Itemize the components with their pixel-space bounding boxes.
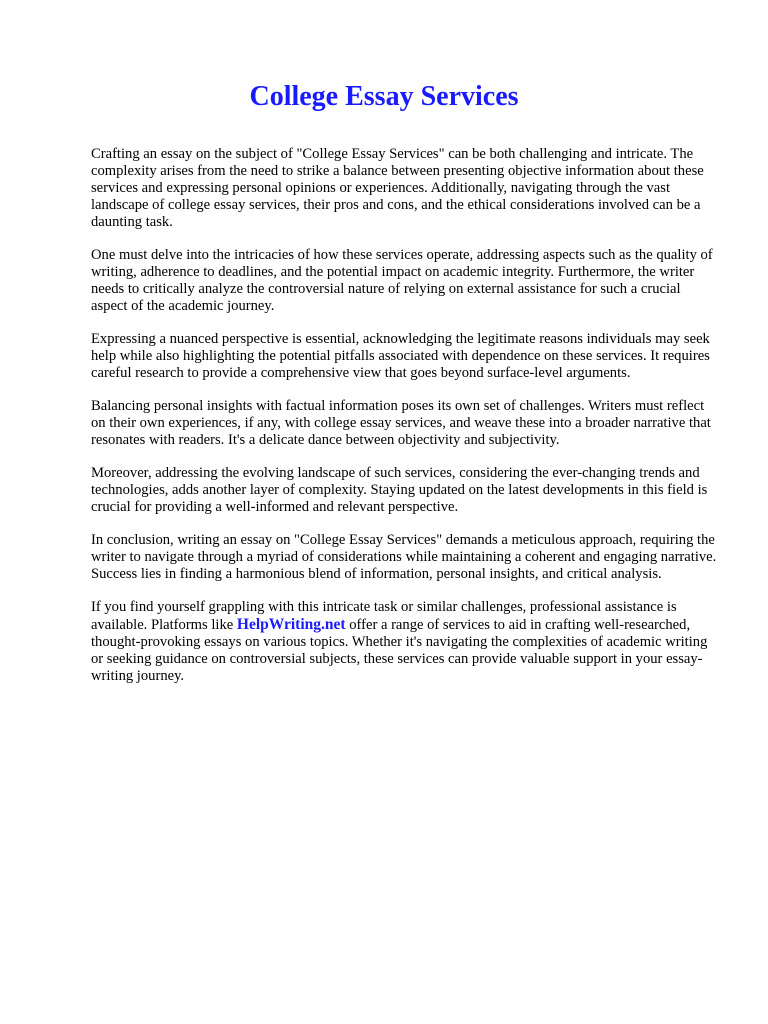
- paragraph-7-text-before-link: If you find yourself grappling with this intricate task or similar challenges, professional assistance is available. Platforms like: [91, 599, 677, 633]
- paragraph-7-text-after-link: offer a range of services to aid in crafting well-researched, thought-provoking essays on various topics. Whether it's navigating the complexities of academic writing or seeking guidance on controversial subjects, these services can provide valuable support in your essay-writing journey.: [91, 617, 708, 684]
- paragraph-3: Expressing a nuanced perspective is essential, acknowledging the legitimate reasons individuals may seek help while also highlighting the potential pitfalls associated with dependence on these services. It requires careful research to provide a comprehensive view that goes beyond surface-level arguments.: [91, 331, 710, 381]
- paragraph-4: Balancing personal insights with factual information poses its own set of challenges. Writers must reflect on their own experiences, if any, with college essay services, and weave these into a broader narrative that resonates with readers. It's a delicate dance between objectivity and subjectivity.: [91, 398, 711, 448]
- paragraph-7: [91, 599, 719, 685]
- paragraph-6: In conclusion, writing an essay on "College Essay Services" demands a meticulous approach, requiring the writer to navigate through a myriad of considerations while maintaining a coherent and engaging narrative. Success lies in finding a harmonious blend of information, personal insights, and critical analysis.: [91, 532, 717, 582]
- helpwriting-link[interactable]: HelpWriting.net: [236, 616, 346, 633]
- document-title: College Essay Services: [249, 81, 519, 112]
- paragraph-1: Crafting an essay on the subject of "College Essay Services" can be both challenging and intricate. The complexity arises from the need to strike a balance between presenting objective information about these services and expressing personal opinions or experiences. Additionally, navigating through the vast landscape of college essay services, their pros and cons, and the ethical considerations involved can be a daunting task.: [91, 146, 704, 230]
- paragraph-5: Moreover, addressing the evolving landscape of such services, considering the ever-changing trends and technologies, adds another layer of complexity. Staying updated on the latest developments in this field is crucial for providing a well-informed and relevant perspective.: [91, 465, 708, 515]
- paragraph-2: One must delve into the intricacies of how these services operate, addressing aspects such as the quality of writing, adherence to deadlines, and the potential impact on academic integrity. Furthermore, the writer needs to critically analyze the controversial nature of relying on external assistance for such a crucial aspect of the academic journey.: [91, 247, 713, 314]
- document-body: [91, 146, 719, 701]
